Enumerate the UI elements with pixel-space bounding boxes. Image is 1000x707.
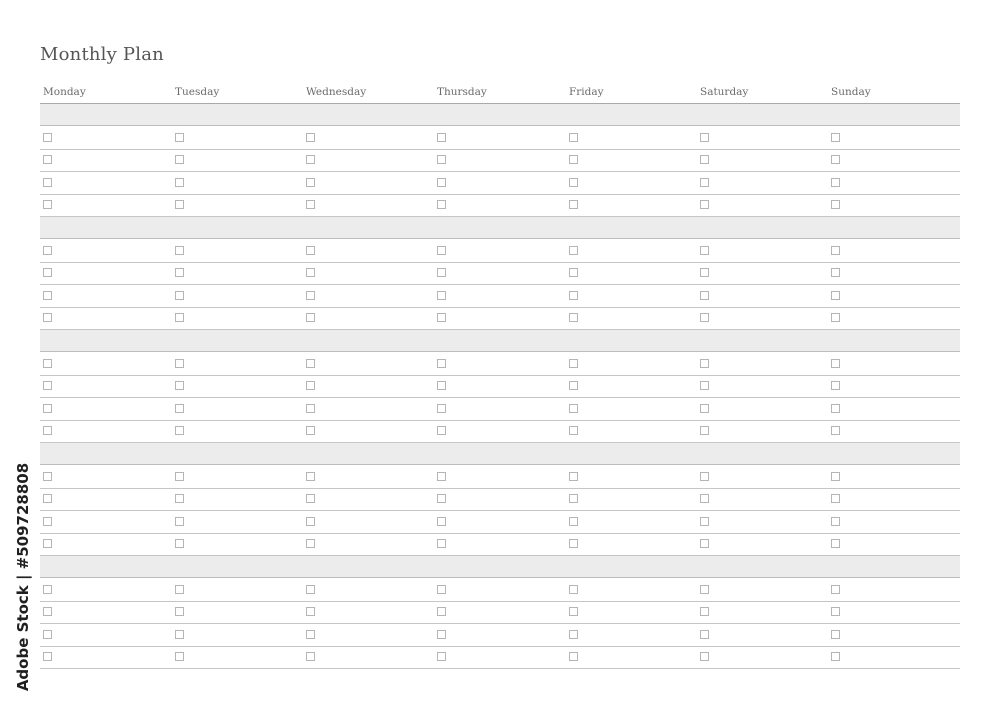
task-checkbox-friday[interactable] xyxy=(569,178,578,187)
task-checkbox-wednesday[interactable] xyxy=(306,155,315,164)
task-checkbox-monday[interactable] xyxy=(43,607,52,616)
task-checkbox-monday[interactable] xyxy=(43,246,52,255)
task-checkbox-wednesday[interactable] xyxy=(306,472,315,481)
task-checkbox-monday[interactable] xyxy=(43,155,52,164)
row-divider xyxy=(40,601,960,602)
week-band xyxy=(40,217,960,239)
task-checkbox-saturday[interactable] xyxy=(700,494,709,503)
task-checkbox-saturday[interactable] xyxy=(700,585,709,594)
row-divider xyxy=(40,149,960,150)
task-checkbox-sunday[interactable] xyxy=(831,607,840,616)
task-checkbox-wednesday[interactable] xyxy=(306,652,315,661)
task-checkbox-sunday[interactable] xyxy=(831,381,840,390)
task-checkbox-thursday[interactable] xyxy=(437,472,446,481)
task-checkbox-sunday[interactable] xyxy=(831,585,840,594)
task-checkbox-sunday[interactable] xyxy=(831,359,840,368)
task-checkbox-monday[interactable] xyxy=(43,472,52,481)
row-divider xyxy=(40,533,960,534)
task-checkbox-saturday[interactable] xyxy=(700,200,709,209)
task-checkbox-tuesday[interactable] xyxy=(175,607,184,616)
task-checkbox-wednesday[interactable] xyxy=(306,607,315,616)
row-divider xyxy=(40,375,960,376)
row-divider xyxy=(40,171,960,172)
task-checkbox-thursday[interactable] xyxy=(437,404,446,413)
task-checkbox-thursday[interactable] xyxy=(437,494,446,503)
row-divider xyxy=(40,488,960,489)
task-checkbox-thursday[interactable] xyxy=(437,607,446,616)
week-band xyxy=(40,556,960,578)
task-checkbox-sunday[interactable] xyxy=(831,472,840,481)
task-checkbox-sunday[interactable] xyxy=(831,133,840,142)
task-checkbox-tuesday[interactable] xyxy=(175,517,184,526)
day-header-tuesday: Tuesday xyxy=(175,86,220,98)
task-checkbox-monday[interactable] xyxy=(43,178,52,187)
task-checkbox-tuesday[interactable] xyxy=(175,313,184,322)
task-checkbox-sunday[interactable] xyxy=(831,539,840,548)
task-checkbox-monday[interactable] xyxy=(43,494,52,503)
task-checkbox-tuesday[interactable] xyxy=(175,539,184,548)
task-checkbox-thursday[interactable] xyxy=(437,155,446,164)
stock-watermark xyxy=(13,462,33,692)
task-checkbox-monday[interactable] xyxy=(43,652,52,661)
task-checkbox-monday[interactable] xyxy=(43,133,52,142)
task-checkbox-monday[interactable] xyxy=(43,404,52,413)
row-divider xyxy=(40,668,960,669)
task-checkbox-wednesday[interactable] xyxy=(306,200,315,209)
day-header-thursday: Thursday xyxy=(437,86,487,98)
task-checkbox-saturday[interactable] xyxy=(700,133,709,142)
day-header-wednesday: Wednesday xyxy=(306,86,367,98)
task-checkbox-monday[interactable] xyxy=(43,200,52,209)
task-checkbox-wednesday[interactable] xyxy=(306,381,315,390)
task-checkbox-thursday[interactable] xyxy=(437,381,446,390)
task-checkbox-thursday[interactable] xyxy=(437,133,446,142)
task-checkbox-thursday[interactable] xyxy=(437,652,446,661)
task-checkbox-thursday[interactable] xyxy=(437,517,446,526)
task-checkbox-tuesday[interactable] xyxy=(175,246,184,255)
task-checkbox-thursday[interactable] xyxy=(437,313,446,322)
task-checkbox-friday[interactable] xyxy=(569,133,578,142)
task-checkbox-tuesday[interactable] xyxy=(175,359,184,368)
task-checkbox-thursday[interactable] xyxy=(437,585,446,594)
task-checkbox-saturday[interactable] xyxy=(700,607,709,616)
task-checkbox-thursday[interactable] xyxy=(437,200,446,209)
task-checkbox-saturday[interactable] xyxy=(700,178,709,187)
task-checkbox-wednesday[interactable] xyxy=(306,291,315,300)
week-band xyxy=(40,443,960,465)
task-checkbox-tuesday[interactable] xyxy=(175,472,184,481)
task-checkbox-thursday[interactable] xyxy=(437,268,446,277)
task-checkbox-friday[interactable] xyxy=(569,472,578,481)
task-checkbox-friday[interactable] xyxy=(569,426,578,435)
row-divider xyxy=(40,284,960,285)
task-checkbox-monday[interactable] xyxy=(43,539,52,548)
task-checkbox-thursday[interactable] xyxy=(437,426,446,435)
task-checkbox-sunday[interactable] xyxy=(831,652,840,661)
task-checkbox-sunday[interactable] xyxy=(831,517,840,526)
task-checkbox-sunday[interactable] xyxy=(831,404,840,413)
task-checkbox-wednesday[interactable] xyxy=(306,404,315,413)
task-checkbox-tuesday[interactable] xyxy=(175,381,184,390)
task-checkbox-monday[interactable] xyxy=(43,426,52,435)
task-checkbox-friday[interactable] xyxy=(569,494,578,503)
task-checkbox-tuesday[interactable] xyxy=(175,585,184,594)
task-checkbox-wednesday[interactable] xyxy=(306,426,315,435)
task-checkbox-wednesday[interactable] xyxy=(306,133,315,142)
task-checkbox-friday[interactable] xyxy=(569,630,578,639)
task-checkbox-friday[interactable] xyxy=(569,652,578,661)
task-checkbox-saturday[interactable] xyxy=(700,404,709,413)
task-checkbox-saturday[interactable] xyxy=(700,155,709,164)
task-checkbox-tuesday[interactable] xyxy=(175,630,184,639)
watermark-text: Adobe Stock | #509728808 xyxy=(14,462,32,692)
task-checkbox-monday[interactable] xyxy=(43,630,52,639)
task-checkbox-saturday[interactable] xyxy=(700,630,709,639)
task-checkbox-friday[interactable] xyxy=(569,381,578,390)
week-band xyxy=(40,330,960,352)
task-checkbox-friday[interactable] xyxy=(569,607,578,616)
row-divider xyxy=(40,646,960,647)
task-checkbox-thursday[interactable] xyxy=(437,359,446,368)
task-checkbox-friday[interactable] xyxy=(569,291,578,300)
task-checkbox-friday[interactable] xyxy=(569,200,578,209)
task-checkbox-monday[interactable] xyxy=(43,359,52,368)
task-checkbox-friday[interactable] xyxy=(569,268,578,277)
task-checkbox-saturday[interactable] xyxy=(700,268,709,277)
task-checkbox-wednesday[interactable] xyxy=(306,178,315,187)
task-checkbox-tuesday[interactable] xyxy=(175,494,184,503)
task-checkbox-saturday[interactable] xyxy=(700,359,709,368)
week-band xyxy=(40,104,960,126)
row-divider xyxy=(40,397,960,398)
task-checkbox-saturday[interactable] xyxy=(700,652,709,661)
task-checkbox-wednesday[interactable] xyxy=(306,268,315,277)
task-checkbox-tuesday[interactable] xyxy=(175,652,184,661)
task-checkbox-saturday[interactable] xyxy=(700,426,709,435)
task-checkbox-tuesday[interactable] xyxy=(175,178,184,187)
task-checkbox-sunday[interactable] xyxy=(831,246,840,255)
task-checkbox-friday[interactable] xyxy=(569,404,578,413)
task-checkbox-friday[interactable] xyxy=(569,539,578,548)
row-divider xyxy=(40,510,960,511)
task-checkbox-sunday[interactable] xyxy=(831,426,840,435)
task-checkbox-sunday[interactable] xyxy=(831,494,840,503)
task-checkbox-saturday[interactable] xyxy=(700,313,709,322)
task-checkbox-friday[interactable] xyxy=(569,585,578,594)
task-checkbox-saturday[interactable] xyxy=(700,291,709,300)
task-checkbox-saturday[interactable] xyxy=(700,381,709,390)
row-divider xyxy=(40,194,960,195)
day-header-sunday: Sunday xyxy=(831,86,871,98)
task-checkbox-friday[interactable] xyxy=(569,359,578,368)
day-header-friday: Friday xyxy=(569,86,604,98)
task-checkbox-monday[interactable] xyxy=(43,381,52,390)
task-checkbox-saturday[interactable] xyxy=(700,517,709,526)
task-checkbox-tuesday[interactable] xyxy=(175,133,184,142)
day-header-saturday: Saturday xyxy=(700,86,749,98)
task-checkbox-wednesday[interactable] xyxy=(306,630,315,639)
task-checkbox-sunday[interactable] xyxy=(831,178,840,187)
task-checkbox-tuesday[interactable] xyxy=(175,404,184,413)
task-checkbox-monday[interactable] xyxy=(43,291,52,300)
task-checkbox-wednesday[interactable] xyxy=(306,359,315,368)
row-divider xyxy=(40,420,960,421)
day-header-monday: Monday xyxy=(43,86,86,98)
task-checkbox-sunday[interactable] xyxy=(831,200,840,209)
task-checkbox-friday[interactable] xyxy=(569,313,578,322)
task-checkbox-tuesday[interactable] xyxy=(175,200,184,209)
task-checkbox-friday[interactable] xyxy=(569,517,578,526)
task-checkbox-wednesday[interactable] xyxy=(306,585,315,594)
task-checkbox-sunday[interactable] xyxy=(831,313,840,322)
task-checkbox-tuesday[interactable] xyxy=(175,291,184,300)
task-checkbox-friday[interactable] xyxy=(569,246,578,255)
task-checkbox-monday[interactable] xyxy=(43,313,52,322)
task-checkbox-thursday[interactable] xyxy=(437,539,446,548)
row-divider xyxy=(40,307,960,308)
task-checkbox-tuesday[interactable] xyxy=(175,268,184,277)
task-checkbox-saturday[interactable] xyxy=(700,472,709,481)
task-checkbox-tuesday[interactable] xyxy=(175,155,184,164)
task-checkbox-sunday[interactable] xyxy=(831,268,840,277)
task-checkbox-monday[interactable] xyxy=(43,585,52,594)
task-checkbox-thursday[interactable] xyxy=(437,246,446,255)
task-checkbox-saturday[interactable] xyxy=(700,539,709,548)
task-checkbox-wednesday[interactable] xyxy=(306,517,315,526)
task-checkbox-saturday[interactable] xyxy=(700,246,709,255)
row-divider xyxy=(40,623,960,624)
task-checkbox-thursday[interactable] xyxy=(437,630,446,639)
task-checkbox-wednesday[interactable] xyxy=(306,313,315,322)
row-divider xyxy=(40,262,960,263)
task-checkbox-wednesday[interactable] xyxy=(306,494,315,503)
task-checkbox-wednesday[interactable] xyxy=(306,539,315,548)
task-checkbox-wednesday[interactable] xyxy=(306,246,315,255)
task-checkbox-thursday[interactable] xyxy=(437,178,446,187)
task-checkbox-friday[interactable] xyxy=(569,155,578,164)
page-title: Monthly Plan xyxy=(40,44,164,65)
task-checkbox-tuesday[interactable] xyxy=(175,426,184,435)
task-checkbox-sunday[interactable] xyxy=(831,155,840,164)
task-checkbox-sunday[interactable] xyxy=(831,630,840,639)
task-checkbox-monday[interactable] xyxy=(43,268,52,277)
task-checkbox-sunday[interactable] xyxy=(831,291,840,300)
task-checkbox-monday[interactable] xyxy=(43,517,52,526)
task-checkbox-thursday[interactable] xyxy=(437,291,446,300)
